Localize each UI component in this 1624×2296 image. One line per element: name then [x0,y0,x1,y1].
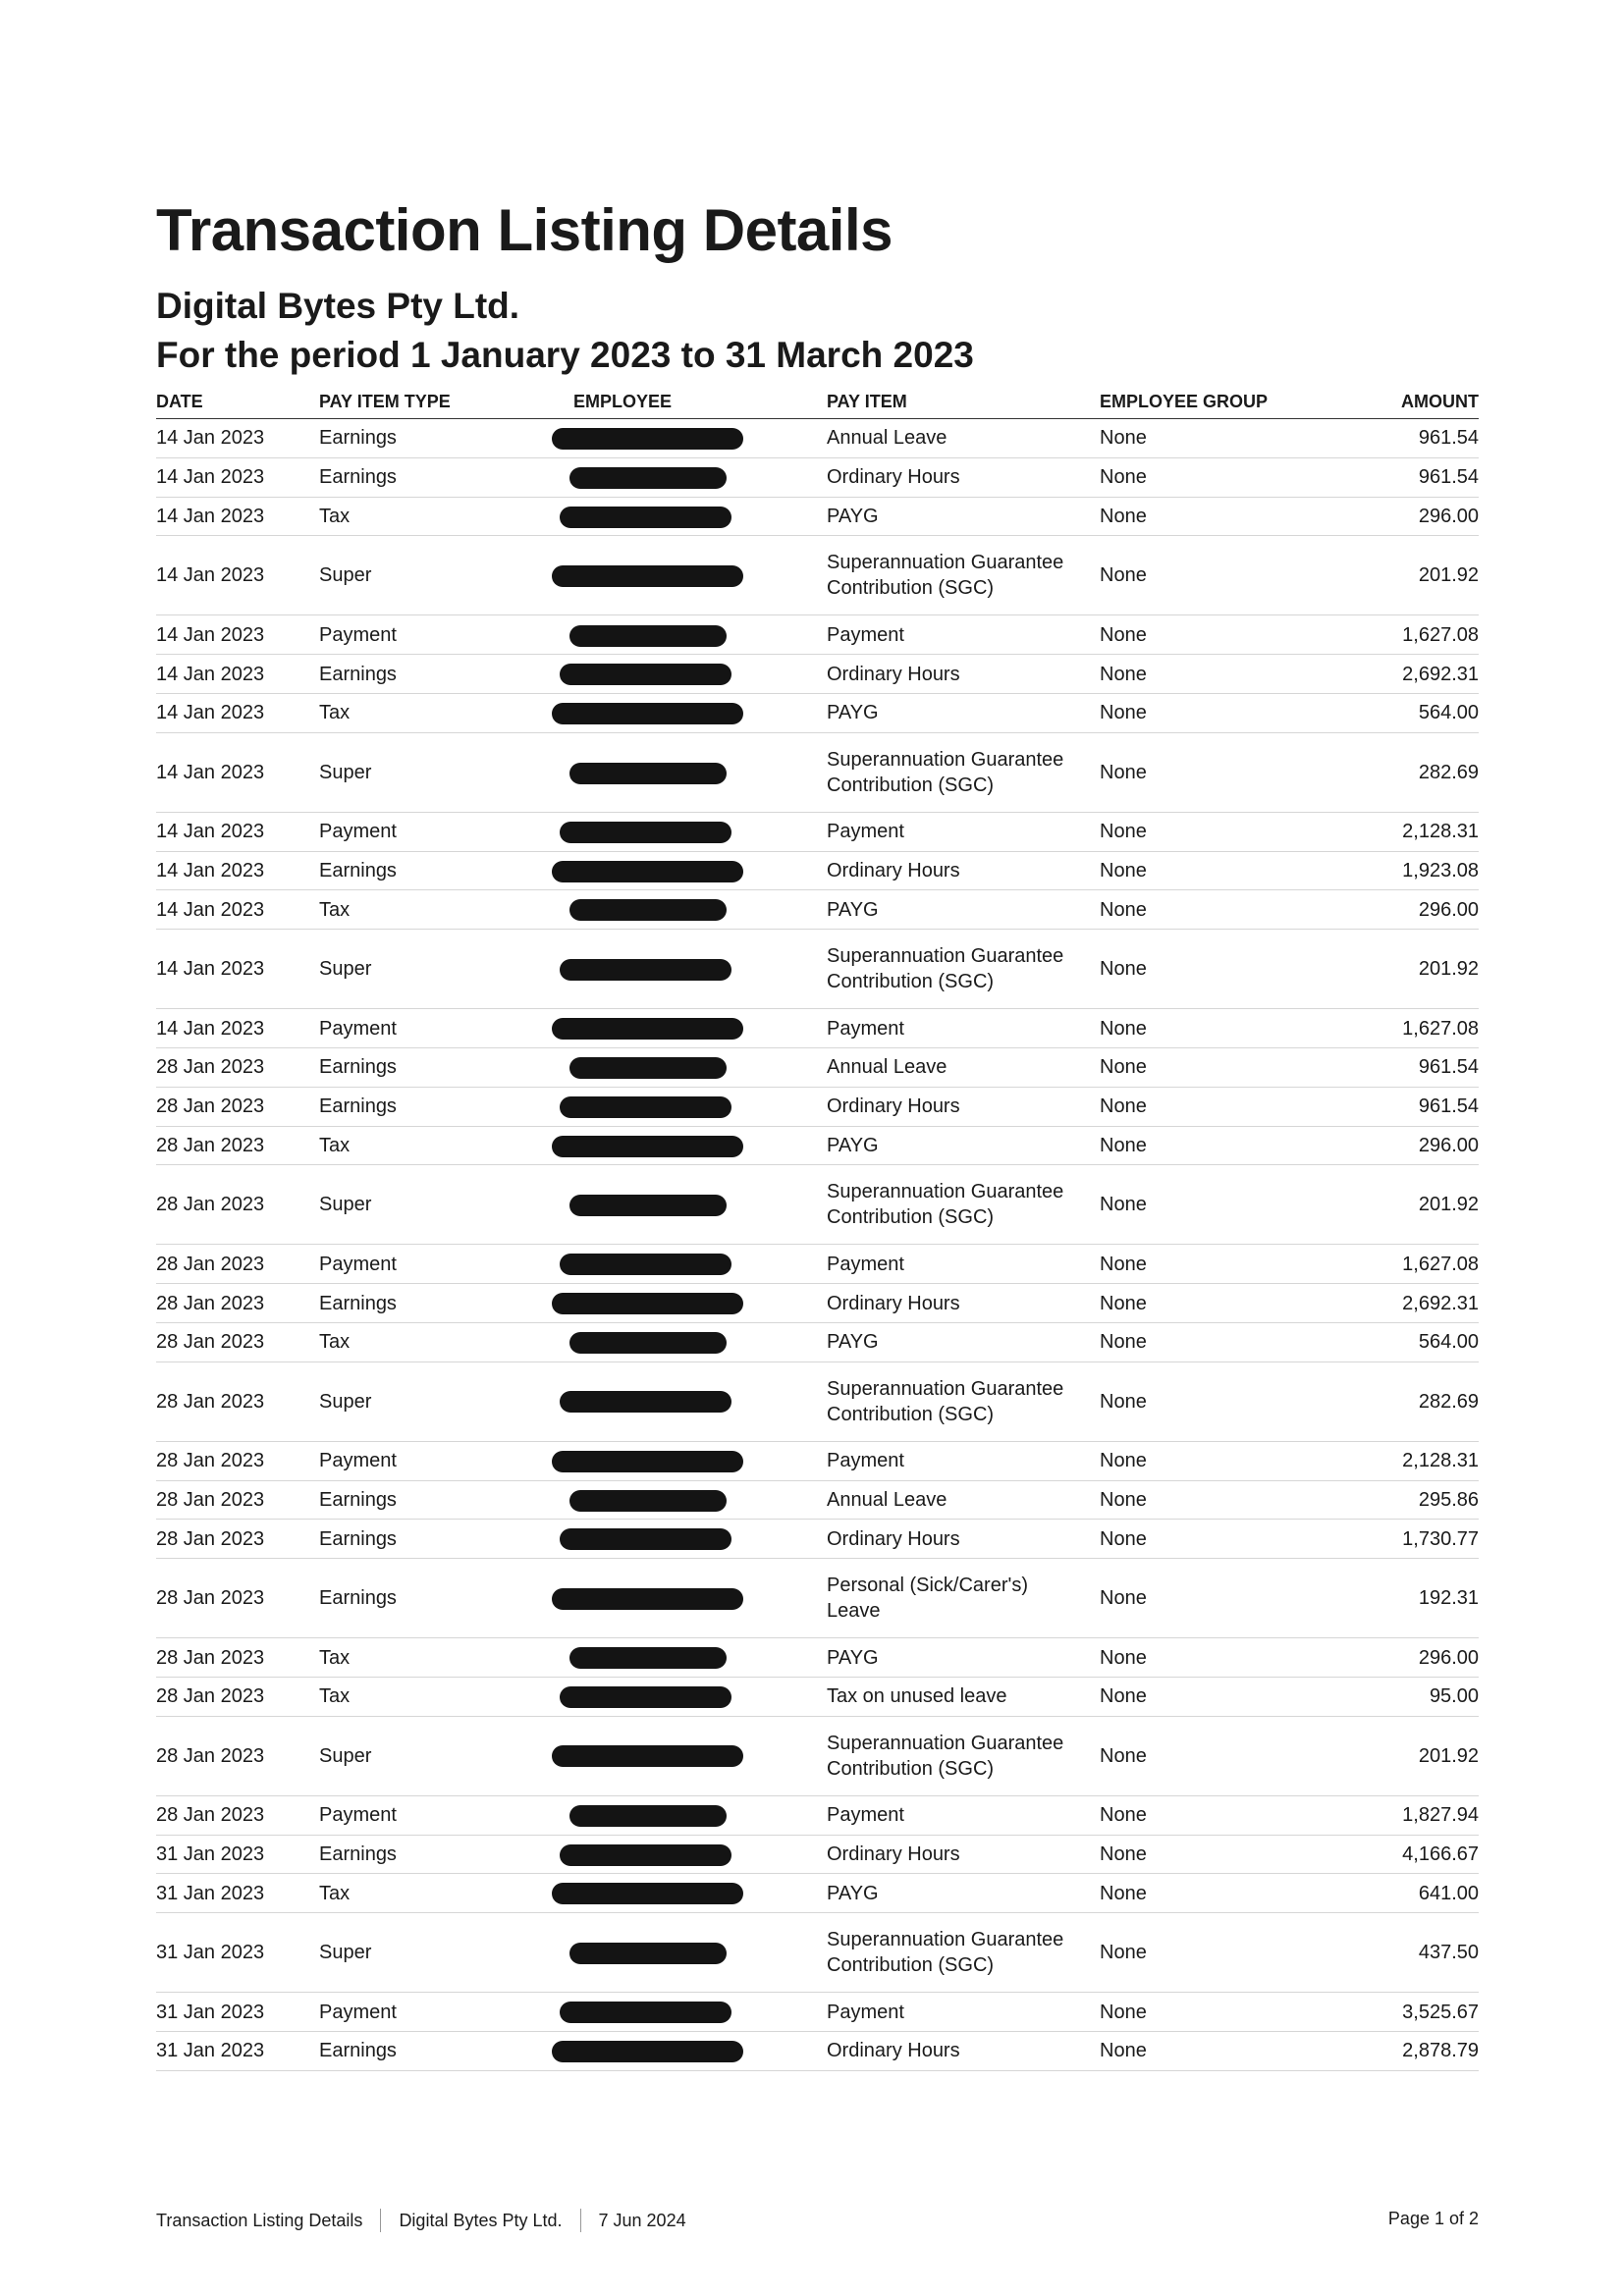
report-page [156,0,1479,2296]
redacted-employee-name [569,899,727,921]
column-header-pay-item-type: PAY ITEM TYPE [319,385,573,419]
cell-employee-group: None [1100,1559,1355,1638]
cell-employee [573,536,827,615]
cell-date: 14 Jan 2023 [156,615,319,655]
redacted-employee-name [560,1528,731,1550]
table-row [156,457,1479,497]
table-row [156,1795,1479,1835]
cell-amount: 295.86 [1355,1480,1479,1520]
cell-employee-group: None [1100,1087,1355,1126]
cell-employee [573,419,827,458]
redacted-employee-name [569,1332,727,1354]
table-row [156,1441,1479,1480]
table-row [156,1716,1479,1795]
cell-pay-item: PAYG [827,890,1100,930]
cell-date: 28 Jan 2023 [156,1520,319,1559]
cell-pay-item-type: Earnings [319,2031,573,2070]
cell-employee [573,693,827,732]
cell-employee [573,1047,827,1087]
cell-employee-group: None [1100,2031,1355,2070]
cell-employee-group: None [1100,497,1355,536]
report-period: For the period 1 January 2023 to 31 March 2023 [156,335,974,375]
cell-employee [573,1835,827,1874]
cell-date: 14 Jan 2023 [156,732,319,812]
table-row [156,1126,1479,1165]
cell-date: 14 Jan 2023 [156,457,319,497]
cell-pay-item-type: Earnings [319,1835,573,1874]
cell-employee-group: None [1100,1913,1355,1993]
cell-employee [573,812,827,851]
cell-employee-group: None [1100,1441,1355,1480]
cell-employee [573,1638,827,1678]
redacted-employee-name [552,428,743,450]
table-row [156,497,1479,536]
cell-date: 14 Jan 2023 [156,851,319,890]
redacted-employee-name [569,1490,727,1512]
cell-pay-item: Tax on unused leave [827,1677,1100,1716]
transaction-table [156,385,1479,2071]
cell-pay-item-type: Earnings [319,851,573,890]
table-row [156,1520,1479,1559]
cell-employee-group: None [1100,1638,1355,1678]
cell-amount: 437.50 [1355,1913,1479,1993]
redacted-employee-name [569,1647,727,1669]
cell-amount: 1,627.08 [1355,615,1479,655]
table-row [156,2031,1479,2070]
cell-date: 31 Jan 2023 [156,2031,319,2070]
cell-date: 14 Jan 2023 [156,930,319,1009]
cell-date: 28 Jan 2023 [156,1362,319,1441]
cell-amount: 4,166.67 [1355,1835,1479,1874]
cell-pay-item: Ordinary Hours [827,1087,1100,1126]
cell-employee [573,1993,827,2032]
cell-pay-item-type: Payment [319,1009,573,1048]
cell-employee [573,1874,827,1913]
redacted-employee-name [560,1686,731,1708]
footer-divider [380,2209,381,2232]
cell-amount: 961.54 [1355,1087,1479,1126]
cell-employee-group: None [1100,812,1355,851]
cell-pay-item: Superannuation Guarantee Contribution (SGC) [827,1362,1100,1441]
cell-pay-item-type: Super [319,732,573,812]
cell-pay-item-type: Earnings [319,1559,573,1638]
cell-date: 28 Jan 2023 [156,1245,319,1284]
table-row [156,693,1479,732]
cell-pay-item-type: Earnings [319,1520,573,1559]
cell-amount: 3,525.67 [1355,1993,1479,2032]
cell-employee-group: None [1100,1835,1355,1874]
cell-pay-item-type: Earnings [319,457,573,497]
redacted-employee-name [552,861,743,882]
cell-employee [573,1245,827,1284]
cell-pay-item-type: Earnings [319,1087,573,1126]
column-header-employee: EMPLOYEE [573,385,827,419]
cell-pay-item: PAYG [827,1126,1100,1165]
table-row [156,1009,1479,1048]
cell-pay-item: Payment [827,1441,1100,1480]
table-row [156,812,1479,851]
cell-pay-item-type: Super [319,1165,573,1245]
cell-pay-item: Payment [827,1795,1100,1835]
report-title: Transaction Listing Details [156,197,893,263]
cell-date: 31 Jan 2023 [156,1835,319,1874]
redacted-employee-name [560,959,731,981]
cell-date: 31 Jan 2023 [156,1993,319,2032]
cell-date: 28 Jan 2023 [156,1126,319,1165]
cell-date: 14 Jan 2023 [156,655,319,694]
cell-pay-item-type: Earnings [319,1047,573,1087]
table-row [156,536,1479,615]
footer-left [156,2209,686,2232]
cell-pay-item-type: Tax [319,1126,573,1165]
cell-date: 28 Jan 2023 [156,1677,319,1716]
redacted-employee-name [552,565,743,587]
redacted-employee-name [569,625,727,647]
redacted-employee-name [552,1883,743,1904]
cell-date: 14 Jan 2023 [156,693,319,732]
redacted-employee-name [552,1136,743,1157]
table-row [156,1480,1479,1520]
cell-amount: 201.92 [1355,1165,1479,1245]
cell-employee [573,615,827,655]
cell-date: 28 Jan 2023 [156,1284,319,1323]
cell-amount: 201.92 [1355,930,1479,1009]
table-row [156,1165,1479,1245]
cell-employee [573,1559,827,1638]
cell-pay-item-type: Tax [319,1677,573,1716]
cell-pay-item-type: Earnings [319,1480,573,1520]
cell-amount: 1,827.94 [1355,1795,1479,1835]
table-row [156,1047,1479,1087]
cell-date: 14 Jan 2023 [156,1009,319,1048]
cell-pay-item: Annual Leave [827,1480,1100,1520]
redacted-employee-name [552,2041,743,2062]
cell-amount: 296.00 [1355,890,1479,930]
table-row [156,1284,1479,1323]
cell-pay-item: Superannuation Guarantee Contribution (SGC) [827,930,1100,1009]
cell-amount: 1,627.08 [1355,1009,1479,1048]
cell-employee-group: None [1100,1245,1355,1284]
column-header-employee-group: EMPLOYEE GROUP [1100,385,1355,419]
redacted-employee-name [569,1943,727,1964]
cell-employee-group: None [1100,1322,1355,1362]
cell-employee-group: None [1100,1795,1355,1835]
cell-pay-item: Superannuation Guarantee Contribution (SGC) [827,1716,1100,1795]
cell-pay-item: Payment [827,812,1100,851]
cell-employee-group: None [1100,1126,1355,1165]
table-row [156,851,1479,890]
footer-report-name: Transaction Listing Details [156,2210,363,2230]
redacted-employee-name [552,1018,743,1040]
cell-pay-item-type: Super [319,1362,573,1441]
cell-amount: 296.00 [1355,1638,1479,1678]
table-row [156,890,1479,930]
cell-pay-item-type: Tax [319,693,573,732]
table-row [156,1559,1479,1638]
cell-amount: 961.54 [1355,457,1479,497]
cell-employee-group: None [1100,732,1355,812]
cell-pay-item: Superannuation Guarantee Contribution (SGC) [827,732,1100,812]
redacted-employee-name [552,703,743,724]
cell-employee-group: None [1100,930,1355,1009]
redacted-employee-name [560,1391,731,1413]
cell-date: 28 Jan 2023 [156,1322,319,1362]
cell-employee [573,655,827,694]
table-row [156,1913,1479,1993]
table-row [156,615,1479,655]
cell-amount: 1,923.08 [1355,851,1479,890]
cell-employee [573,1009,827,1048]
cell-pay-item: Superannuation Guarantee Contribution (SGC) [827,1913,1100,1993]
cell-pay-item-type: Tax [319,890,573,930]
cell-employee [573,851,827,890]
cell-employee-group: None [1100,890,1355,930]
cell-date: 28 Jan 2023 [156,1087,319,1126]
table-row [156,1835,1479,1874]
cell-amount: 296.00 [1355,1126,1479,1165]
cell-date: 14 Jan 2023 [156,497,319,536]
cell-date: 28 Jan 2023 [156,1441,319,1480]
cell-amount: 282.69 [1355,732,1479,812]
cell-employee [573,1362,827,1441]
cell-date: 31 Jan 2023 [156,1913,319,1993]
cell-amount: 2,128.31 [1355,812,1479,851]
cell-amount: 296.00 [1355,497,1479,536]
cell-amount: 1,627.08 [1355,1245,1479,1284]
cell-amount: 2,692.31 [1355,1284,1479,1323]
cell-employee-group: None [1100,419,1355,458]
table-body [156,419,1479,2071]
cell-pay-item: Ordinary Hours [827,2031,1100,2070]
cell-pay-item-type: Earnings [319,419,573,458]
cell-pay-item: PAYG [827,1322,1100,1362]
redacted-employee-name [560,1254,731,1275]
redacted-employee-name [560,1096,731,1118]
cell-amount: 2,878.79 [1355,2031,1479,2070]
cell-date: 31 Jan 2023 [156,1874,319,1913]
cell-pay-item-type: Super [319,1716,573,1795]
cell-employee-group: None [1100,1716,1355,1795]
table-row [156,1322,1479,1362]
cell-employee [573,1441,827,1480]
cell-employee [573,1716,827,1795]
column-header-amount: AMOUNT [1355,385,1479,419]
column-header-pay-item: PAY ITEM [827,385,1100,419]
redacted-employee-name [569,1195,727,1216]
table-row [156,1993,1479,2032]
redacted-employee-name [569,763,727,784]
cell-pay-item-type: Super [319,536,573,615]
cell-pay-item: Ordinary Hours [827,1520,1100,1559]
table-header-row [156,385,1479,419]
cell-date: 28 Jan 2023 [156,1716,319,1795]
page-footer [156,2209,1479,2236]
cell-employee-group: None [1100,851,1355,890]
redacted-employee-name [552,1451,743,1472]
cell-amount: 961.54 [1355,419,1479,458]
table-row [156,1677,1479,1716]
cell-employee [573,1520,827,1559]
redacted-employee-name [560,822,731,843]
cell-pay-item-type: Super [319,930,573,1009]
cell-amount: 201.92 [1355,536,1479,615]
footer-divider [580,2209,581,2232]
cell-employee [573,2031,827,2070]
redacted-employee-name [560,1844,731,1866]
cell-employee-group: None [1100,1520,1355,1559]
cell-pay-item-type: Payment [319,1441,573,1480]
cell-pay-item-type: Payment [319,1795,573,1835]
cell-pay-item: PAYG [827,1874,1100,1913]
cell-employee-group: None [1100,1362,1355,1441]
cell-employee-group: None [1100,1165,1355,1245]
cell-date: 28 Jan 2023 [156,1638,319,1678]
table-row [156,419,1479,458]
cell-pay-item: Ordinary Hours [827,457,1100,497]
cell-pay-item: Personal (Sick/Carer's) Leave [827,1559,1100,1638]
cell-pay-item: PAYG [827,693,1100,732]
cell-employee-group: None [1100,457,1355,497]
cell-date: 28 Jan 2023 [156,1480,319,1520]
footer-company: Digital Bytes Pty Ltd. [399,2210,563,2230]
redacted-employee-name [569,467,727,489]
cell-pay-item: PAYG [827,1638,1100,1678]
table-row [156,1638,1479,1678]
cell-employee-group: None [1100,615,1355,655]
table-row [156,930,1479,1009]
redacted-employee-name [552,1588,743,1610]
cell-pay-item-type: Payment [319,615,573,655]
cell-employee [573,1087,827,1126]
redacted-employee-name [560,664,731,685]
cell-pay-item: Annual Leave [827,1047,1100,1087]
cell-employee [573,1677,827,1716]
cell-pay-item-type: Payment [319,1993,573,2032]
cell-amount: 1,730.77 [1355,1520,1479,1559]
cell-employee [573,497,827,536]
cell-employee [573,732,827,812]
cell-employee-group: None [1100,536,1355,615]
cell-pay-item: Ordinary Hours [827,655,1100,694]
cell-employee-group: None [1100,1993,1355,2032]
cell-pay-item-type: Tax [319,1322,573,1362]
cell-employee [573,1322,827,1362]
cell-pay-item: Ordinary Hours [827,851,1100,890]
cell-employee [573,1913,827,1993]
cell-employee-group: None [1100,1284,1355,1323]
cell-pay-item-type: Super [319,1913,573,1993]
cell-employee-group: None [1100,1874,1355,1913]
table-row [156,1362,1479,1441]
cell-amount: 641.00 [1355,1874,1479,1913]
cell-pay-item-type: Earnings [319,1284,573,1323]
redacted-employee-name [552,1745,743,1767]
cell-employee-group: None [1100,1009,1355,1048]
cell-pay-item-type: Earnings [319,655,573,694]
cell-employee [573,457,827,497]
cell-pay-item-type: Tax [319,497,573,536]
cell-amount: 961.54 [1355,1047,1479,1087]
cell-employee [573,1480,827,1520]
cell-amount: 2,692.31 [1355,655,1479,694]
cell-employee [573,1165,827,1245]
cell-pay-item: Ordinary Hours [827,1835,1100,1874]
redacted-employee-name [560,507,731,528]
cell-pay-item-type: Payment [319,1245,573,1284]
cell-employee-group: None [1100,1677,1355,1716]
redacted-employee-name [569,1057,727,1079]
cell-pay-item: Payment [827,615,1100,655]
cell-date: 14 Jan 2023 [156,812,319,851]
cell-pay-item: Payment [827,1993,1100,2032]
cell-date: 14 Jan 2023 [156,890,319,930]
table-row [156,655,1479,694]
cell-amount: 192.31 [1355,1559,1479,1638]
cell-date: 28 Jan 2023 [156,1795,319,1835]
cell-date: 14 Jan 2023 [156,419,319,458]
company-name: Digital Bytes Pty Ltd. [156,286,520,326]
cell-employee-group: None [1100,1480,1355,1520]
cell-pay-item: Annual Leave [827,419,1100,458]
cell-pay-item: PAYG [827,497,1100,536]
cell-pay-item-type: Tax [319,1874,573,1913]
table-row [156,1874,1479,1913]
cell-amount: 95.00 [1355,1677,1479,1716]
cell-date: 14 Jan 2023 [156,536,319,615]
cell-pay-item-type: Tax [319,1638,573,1678]
redacted-employee-name [569,1805,727,1827]
cell-amount: 201.92 [1355,1716,1479,1795]
cell-pay-item: Payment [827,1245,1100,1284]
cell-employee [573,930,827,1009]
cell-pay-item-type: Payment [319,812,573,851]
cell-pay-item: Superannuation Guarantee Contribution (SGC) [827,536,1100,615]
cell-employee [573,1126,827,1165]
cell-date: 28 Jan 2023 [156,1559,319,1638]
cell-amount: 2,128.31 [1355,1441,1479,1480]
cell-employee-group: None [1100,693,1355,732]
table-row [156,732,1479,812]
cell-amount: 282.69 [1355,1362,1479,1441]
redacted-employee-name [552,1293,743,1314]
table-row [156,1087,1479,1126]
cell-date: 28 Jan 2023 [156,1165,319,1245]
cell-employee-group: None [1100,1047,1355,1087]
cell-amount: 564.00 [1355,1322,1479,1362]
cell-employee [573,1795,827,1835]
column-header-date: DATE [156,385,319,419]
cell-pay-item: Payment [827,1009,1100,1048]
cell-employee [573,1284,827,1323]
cell-amount: 564.00 [1355,693,1479,732]
redacted-employee-name [560,2002,731,2023]
footer-date: 7 Jun 2024 [598,2210,686,2230]
cell-employee [573,890,827,930]
cell-pay-item: Superannuation Guarantee Contribution (SGC) [827,1165,1100,1245]
cell-employee-group: None [1100,655,1355,694]
table-row [156,1245,1479,1284]
cell-pay-item: Ordinary Hours [827,1284,1100,1323]
footer-page-number: Page 1 of 2 [1387,2209,1479,2228]
cell-date: 28 Jan 2023 [156,1047,319,1087]
